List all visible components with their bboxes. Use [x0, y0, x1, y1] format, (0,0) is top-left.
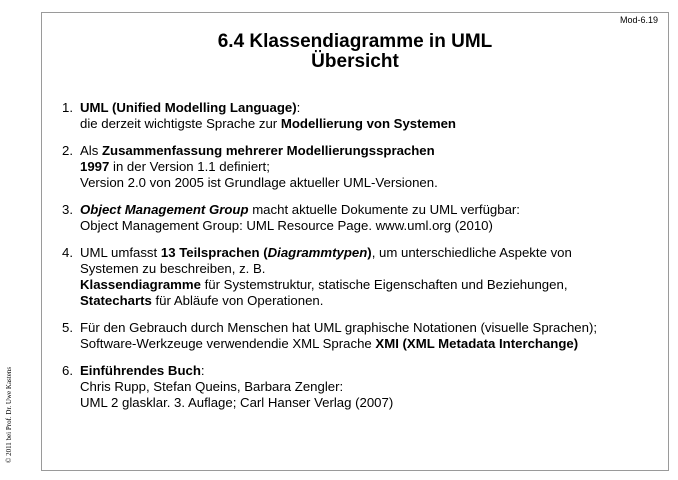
item-line — [80, 159, 662, 175]
title-line-1: 6.4 Klassendiagramme in UML — [217, 31, 493, 52]
bold-term: Zusammenfassung mehrerer Modellierungssprachen — [101, 143, 435, 158]
item-text: : — [296, 100, 301, 115]
item-text: die derzeit wichtigste Sprache zur — [80, 116, 281, 131]
bold-term: Einführendes Buch — [80, 363, 201, 378]
bold-term: XMI (XML Metadata Interchange) — [375, 336, 579, 351]
item-line: Version 2.0 von 2005 ist Grundlage aktueller UML-Versionen. — [80, 175, 438, 190]
list-item-4 — [62, 245, 662, 309]
bold-term: ) — [367, 245, 372, 260]
item-line — [80, 116, 662, 132]
item-line — [80, 245, 662, 261]
item-line: UML 2 glasklar. 3. Auflage; Carl Hanser Verlag (2007) — [80, 395, 394, 410]
item-line — [80, 293, 662, 309]
copyright-note: © 2011 bei Prof. Dr. Uwe Kastens — [5, 366, 13, 463]
page-title — [41, 32, 669, 72]
bold-term: 1997 — [80, 159, 110, 174]
item-line — [80, 100, 662, 116]
item-text: für Systemstruktur, statische Eigenschaften und Beziehungen, — [200, 277, 568, 292]
bold-term: Statecharts — [80, 293, 152, 308]
item-line: Chris Rupp, Stefan Queins, Barbara Zengler: — [80, 379, 344, 394]
bold-term: 13 Teilsprachen ( — [160, 245, 268, 260]
list-item-5 — [62, 320, 662, 352]
item-number: 2. — [62, 143, 73, 158]
item-line — [80, 143, 662, 159]
item-number: 6. — [62, 363, 73, 378]
item-text: , um unterschiedliche Aspekte von — [371, 245, 572, 260]
item-line: Object Management Group: UML Resource Page. www.uml.org (2010) — [80, 218, 493, 233]
item-number: 4. — [62, 245, 73, 260]
item-number: 5. — [62, 320, 73, 335]
bold-italic-term: Object Management Group — [80, 202, 249, 217]
bold-term: UML (Unified Modelling Language) — [80, 100, 297, 115]
item-text: Software-Werkzeuge verwendendie XML Sprache — [80, 336, 376, 351]
item-number: 1. — [62, 100, 73, 115]
item-line — [80, 363, 662, 379]
item-text: macht aktuelle Dokumente zu UML verfügbar: — [248, 202, 520, 217]
item-text: Als — [80, 143, 102, 158]
item-line — [80, 277, 662, 293]
list-item-2 — [62, 143, 662, 191]
bold-term: Modellierung von Systemen — [280, 116, 456, 131]
list-item-3 — [62, 202, 662, 234]
page-id: Mod-6.19 — [619, 15, 658, 25]
item-line: Systemen zu beschreiben, z. B. — [80, 261, 266, 276]
item-line — [80, 202, 662, 218]
list-item-1 — [62, 100, 662, 132]
item-text: für Abläufe von Operationen. — [151, 293, 324, 308]
item-number: 3. — [62, 202, 73, 217]
item-text: UML umfasst — [80, 245, 161, 260]
bold-term: Klassendiagramme — [80, 277, 201, 292]
list-item-6 — [62, 363, 662, 411]
item-line: Für den Gebrauch durch Menschen hat UML graphische Notationen (visuelle Sprachen); — [80, 320, 598, 335]
item-text: : — [200, 363, 205, 378]
title-line-2: Übersicht — [311, 51, 399, 72]
item-line — [80, 336, 662, 352]
bold-italic-term: Diagrammtypen — [267, 245, 368, 260]
item-text: in der Version 1.1 definiert; — [109, 159, 270, 174]
content-list — [62, 100, 662, 422]
